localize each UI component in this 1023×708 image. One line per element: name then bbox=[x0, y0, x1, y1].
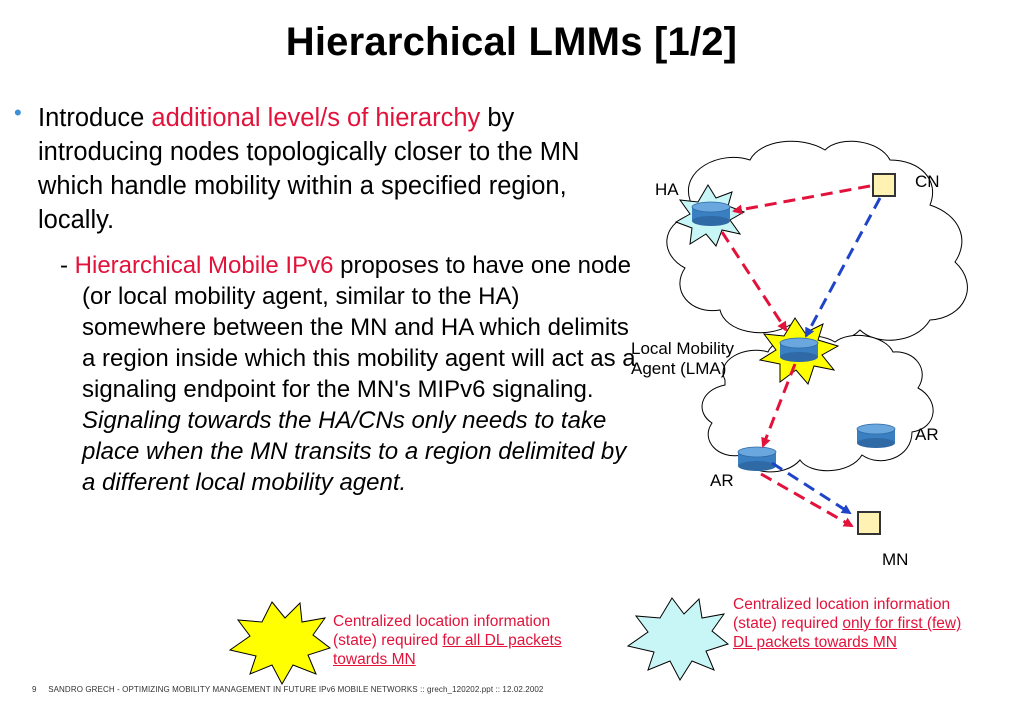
sub-dash: - bbox=[60, 252, 75, 279]
footer-text: SANDRO GRECH - OPTIMIZING MOBILITY MANAGEMENT IN FUTURE IPv6 MOBILE NETWORKS :: grech_120202.ppt :: 12.02.2002 bbox=[48, 685, 544, 694]
sub-text-body: proposes to have one node (or local mobility agent, similar to the HA) somewhere between the MN and HA which delimits a region inside which this mobility agent will act as a signaling endpoint for the MN's MIPv6 signaling. bbox=[82, 252, 636, 403]
ar-right-label: AR bbox=[915, 425, 939, 444]
legend-yellow-underlined: for all DL packets towards MN bbox=[333, 632, 562, 668]
legend-yellow-plain: Centralized location information (state) required bbox=[333, 613, 551, 649]
cn-label: CN bbox=[915, 172, 940, 191]
bullet-text-rest: by introducing nodes topologically closer to the MN which handle mobility within a specified region, locally. bbox=[38, 104, 580, 234]
legend-cyan-plain: Centralized location information (state) required bbox=[733, 596, 951, 632]
page-number: 9 bbox=[32, 685, 37, 694]
sub-text-italic: Signaling towards the HA/CNs only needs to take place when the MN transits to a region delimited by a different local mobility agent. bbox=[82, 407, 627, 496]
ha-label: HA bbox=[655, 180, 679, 199]
bullet-icon: • bbox=[14, 100, 22, 125]
slide-title: Hierarchical LMMs [1/2] bbox=[285, 20, 738, 64]
router-ha-icon bbox=[692, 202, 730, 226]
footer bbox=[32, 685, 543, 694]
legend-cyan-star bbox=[628, 598, 728, 680]
mn-label: MN bbox=[882, 550, 909, 569]
router-ar-left-icon bbox=[738, 447, 776, 471]
ar-to-mn-red-arrow bbox=[761, 474, 852, 526]
legend-cyan-underlined: only for first (few) DL packets towards MN bbox=[733, 615, 962, 651]
legend-cyan-text bbox=[733, 595, 978, 652]
legend-yellow-star bbox=[230, 602, 330, 684]
legend-yellow-text bbox=[333, 612, 583, 669]
lma-label-line2: Agent (LMA) bbox=[631, 359, 727, 378]
sub-highlight: Hierarchical Mobile IPv6 bbox=[74, 252, 334, 279]
router-lma-icon bbox=[780, 338, 818, 362]
cn-node bbox=[873, 174, 895, 196]
lma-label-line1: Local Mobility bbox=[631, 339, 734, 358]
bullet-text-intro: Introduce bbox=[38, 104, 152, 132]
bullet-highlight: additional level/s of hierarchy bbox=[151, 104, 481, 132]
router-ar-right-icon bbox=[857, 424, 895, 448]
ar-left-label: AR bbox=[710, 471, 734, 490]
mn-node bbox=[858, 512, 880, 534]
